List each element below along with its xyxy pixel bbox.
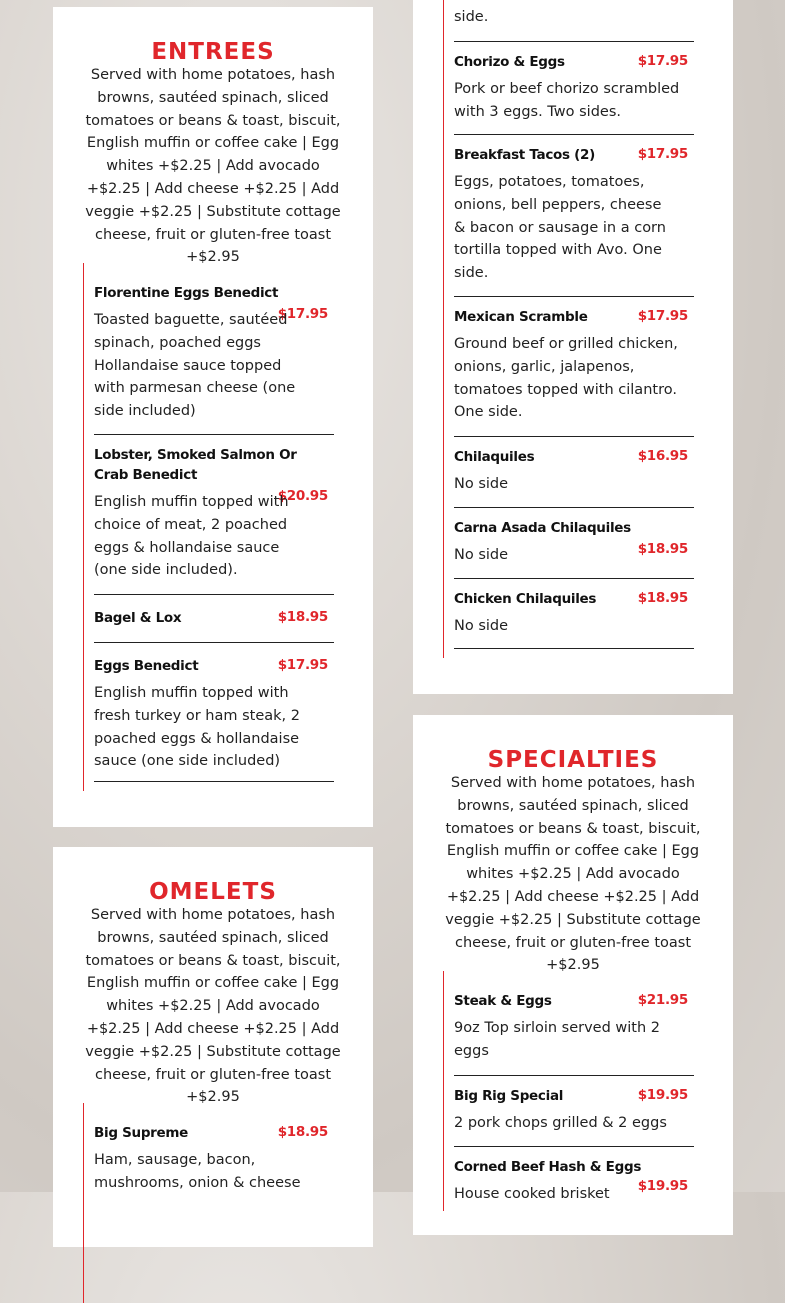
item-price: $18.95 [637,590,688,606]
omelets-card [53,847,373,1247]
menu-item[interactable] [94,643,334,782]
item-description-fragment: side. [454,9,489,25]
item-price: $16.95 [637,448,688,464]
item-name: Florentine Eggs Benedict [94,285,279,301]
item-description: Ground beef or grilled chicken, onions, garlic, jalapenos, tomatoes topped with cilantro. One side. [454,336,678,421]
entrees-title: ENTREES [151,39,275,65]
item-price: $17.95 [637,146,688,162]
item-name: Bagel & Lox [94,610,182,626]
item-description: English muffin topped with fresh turkey or ham steak, 2 poached eggs & hollandaise sauce (one side included) [94,685,300,770]
item-price: $20.95 [277,488,328,504]
item-price: $17.95 [277,306,328,322]
menu-item[interactable] [94,435,334,595]
item-name: Lobster, Smoked Salmon Or Crab Benedict [94,447,297,483]
item-description: Eggs, potatoes, tomatoes, onions, bell peppers, cheese & bacon or sausage in a corn tortilla topped with Avo. One side. [454,174,666,282]
specialties-item-list [443,971,694,1211]
menu-item[interactable] [454,135,694,297]
menu-item[interactable] [454,297,694,437]
item-description: 2 pork chops grilled & 2 eggs [454,1115,667,1131]
item-name: Eggs Benedict [94,658,199,674]
item-name: Mexican Scramble [454,309,588,325]
menu-item[interactable] [454,1076,694,1147]
specialties-title: SPECIALTIES [487,747,659,773]
item-description: Toasted baguette, sautéed spinach, poached eggs Hollandaise sauce topped with parmesan cheese (one side included) [94,312,296,420]
item-price: $21.95 [637,992,688,1008]
omelets-description: Served with home potatoes, hash browns, sautéed spinach, sliced tomatoes or beans & toast, biscuit, English muffin or coffee cake | Egg whites +$2.25 | Add avocado +$2.25 | Add cheese +$2.25 | Add veggie +$2.25 | Substitute cottage cheese, fruit or gluten-free toast +$2.95 [85,907,341,1106]
item-name: Carna Asada Chilaquiles [454,520,631,536]
omelets-title: OMELETS [149,879,277,905]
item-name: Corned Beef Hash & Eggs [454,1159,642,1175]
menu-item[interactable] [94,263,334,435]
item-price: $17.95 [277,657,328,673]
menu-item[interactable] [454,508,694,579]
item-name: Chicken Chilaquiles [454,591,597,607]
item-description: English muffin topped with choice of meat, 2 poached eggs & hollandaise sauce (one side included). [94,494,289,579]
specialties-description: Served with home potatoes, hash browns, sautéed spinach, sliced tomatoes or beans & toast, biscuit, English muffin or coffee cake | Egg whites +$2.25 | Add avocado +$2.25 | Add cheese +$2.25 | Add veggie +$2.25 | Substitute cottage cheese, fruit or gluten-free toast +$2.95 [445,775,701,974]
item-description: 9oz Top sirloin served with 2 eggs [454,1020,661,1059]
item-name: Breakfast Tacos (2) [454,147,595,163]
item-name: Big Rig Special [454,1088,564,1104]
item-price: $18.95 [277,609,328,625]
specialties-card [413,715,733,1235]
item-price: $17.95 [637,308,688,324]
menu-item[interactable] [94,1103,334,1303]
item-description: House cooked brisket [454,1186,610,1202]
item-description: No side [454,547,509,563]
item-price: $19.95 [637,1178,688,1194]
entrees-description: Served with home potatoes, hash browns, sautéed spinach, sliced tomatoes or beans & toast, biscuit, English muffin or coffee cake | Egg whites +$2.25 | Add avocado +$2.25 | Add cheese +$2.25 | Add veggie +$2.25 | Substitute cottage cheese, fruit or gluten-free toast +$2.95 [85,67,341,266]
menu-item[interactable] [454,579,694,649]
menu-item[interactable] [454,1147,694,1211]
item-description: No side [454,476,509,492]
entrees-card [53,7,373,827]
omelets-item-list [83,1103,334,1303]
breakfast-card [413,0,733,694]
item-name: Steak & Eggs [454,993,552,1009]
item-price: $19.95 [637,1087,688,1103]
item-name: Chorizo & Eggs [454,54,565,70]
menu-item[interactable] [94,595,334,643]
menu-item[interactable] [454,971,694,1076]
item-name: Big Supreme [94,1125,189,1141]
item-name: Chilaquiles [454,449,535,465]
item-price: $18.95 [277,1124,328,1140]
item-price: $18.95 [637,541,688,557]
entrees-item-list [83,263,334,791]
item-description: Pork or beef chorizo scrambled with 3 eggs. Two sides. [454,81,680,120]
menu-item[interactable] [454,437,694,508]
menu-item[interactable] [454,42,694,135]
menu-item-partial[interactable] [454,0,694,42]
item-price: $17.95 [637,53,688,69]
item-description: Ham, sausage, bacon, mushrooms, onion & cheese [94,1152,301,1191]
item-description: No side [454,618,509,634]
breakfast-item-list [443,0,694,658]
